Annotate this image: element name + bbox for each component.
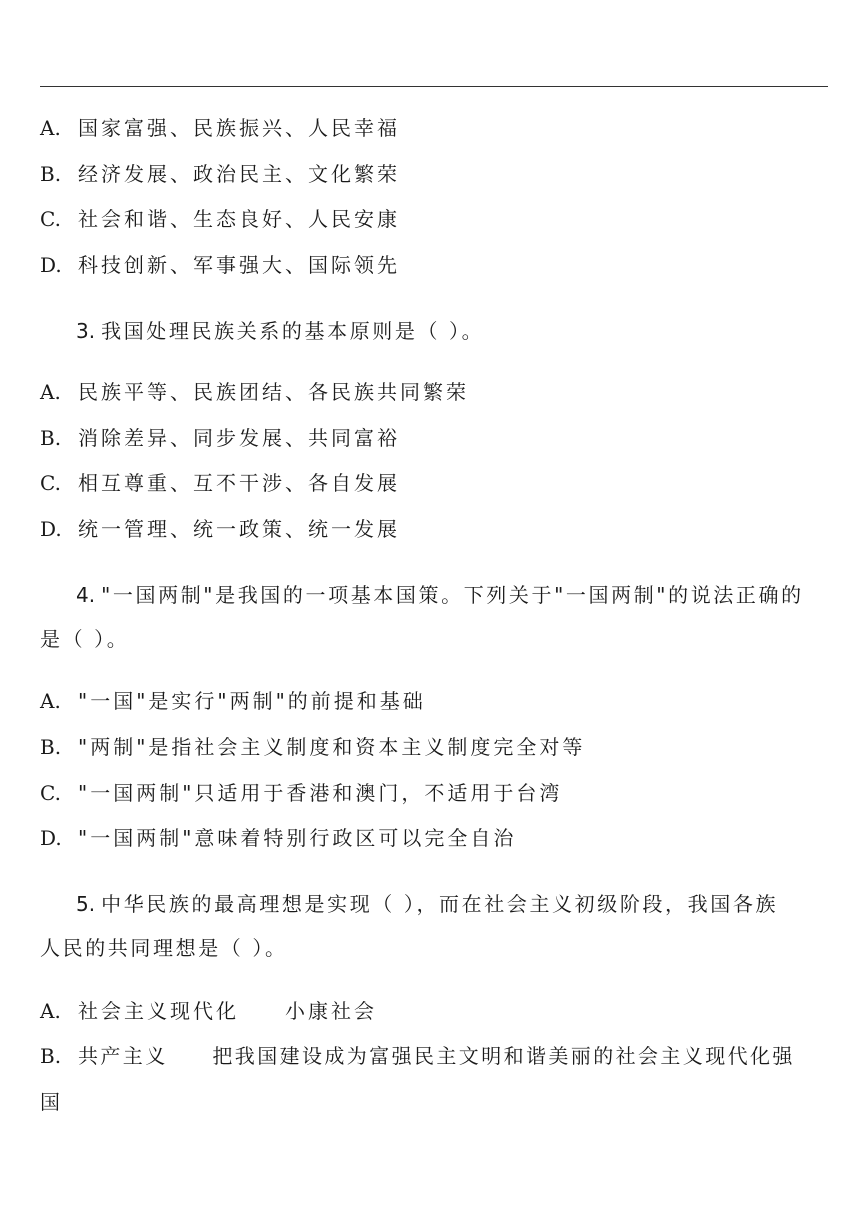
q2-option-a: A. 国家富强、民族振兴、人民幸福 [40, 116, 400, 140]
q2-option-d: D. 科技创新、军事强大、国际领先 [40, 253, 400, 277]
q4-stem: 4. "一国两制"是我国的一项基本国策。下列关于"一国两制"的说法正确的 是（ ）。 [40, 583, 804, 651]
q4-option-a: A. "一国"是实行"两制"的前提和基础 [40, 689, 426, 713]
q5-option-a: A. 社会主义现代化 小康社会 [40, 999, 377, 1023]
q3-option-c: C. 相互尊重、互不干涉、各自发展 [40, 471, 400, 495]
q4-option-d: D. "一国两制"意味着特别行政区可以完全自治 [40, 826, 517, 850]
q3-stem: 3. 我国处理民族关系的基本原则是（ ）。 [76, 319, 485, 343]
q4-option-c: C. "一国两制"只适用于香港和澳门，不适用于台湾 [40, 781, 563, 805]
header-rule [40, 86, 828, 87]
q5-option-b-wrap: 国 [40, 1090, 63, 1114]
q4-option-b: B. "两制"是指社会主义制度和资本主义制度完全对等 [40, 735, 586, 759]
q2-option-c: C. 社会和谐、生态良好、人民安康 [40, 207, 400, 231]
q5-option-b: B. 共产主义 把我国建设成为富强民主文明和谐美丽的社会主义现代化强 [40, 1044, 795, 1068]
q2-option-b: B. 经济发展、政治民主、文化繁荣 [40, 162, 400, 186]
q5-stem: 5. 中华民族的最高理想是实现（ ），而在社会主义初级阶段，我国各族 人民的共同理想是（ ）。 [40, 892, 779, 960]
q3-option-d: D. 统一管理、统一政策、统一发展 [40, 517, 400, 541]
q3-option-a: A. 民族平等、民族团结、各民族共同繁荣 [40, 380, 469, 404]
q3-option-b: B. 消除差异、同步发展、共同富裕 [40, 426, 400, 450]
